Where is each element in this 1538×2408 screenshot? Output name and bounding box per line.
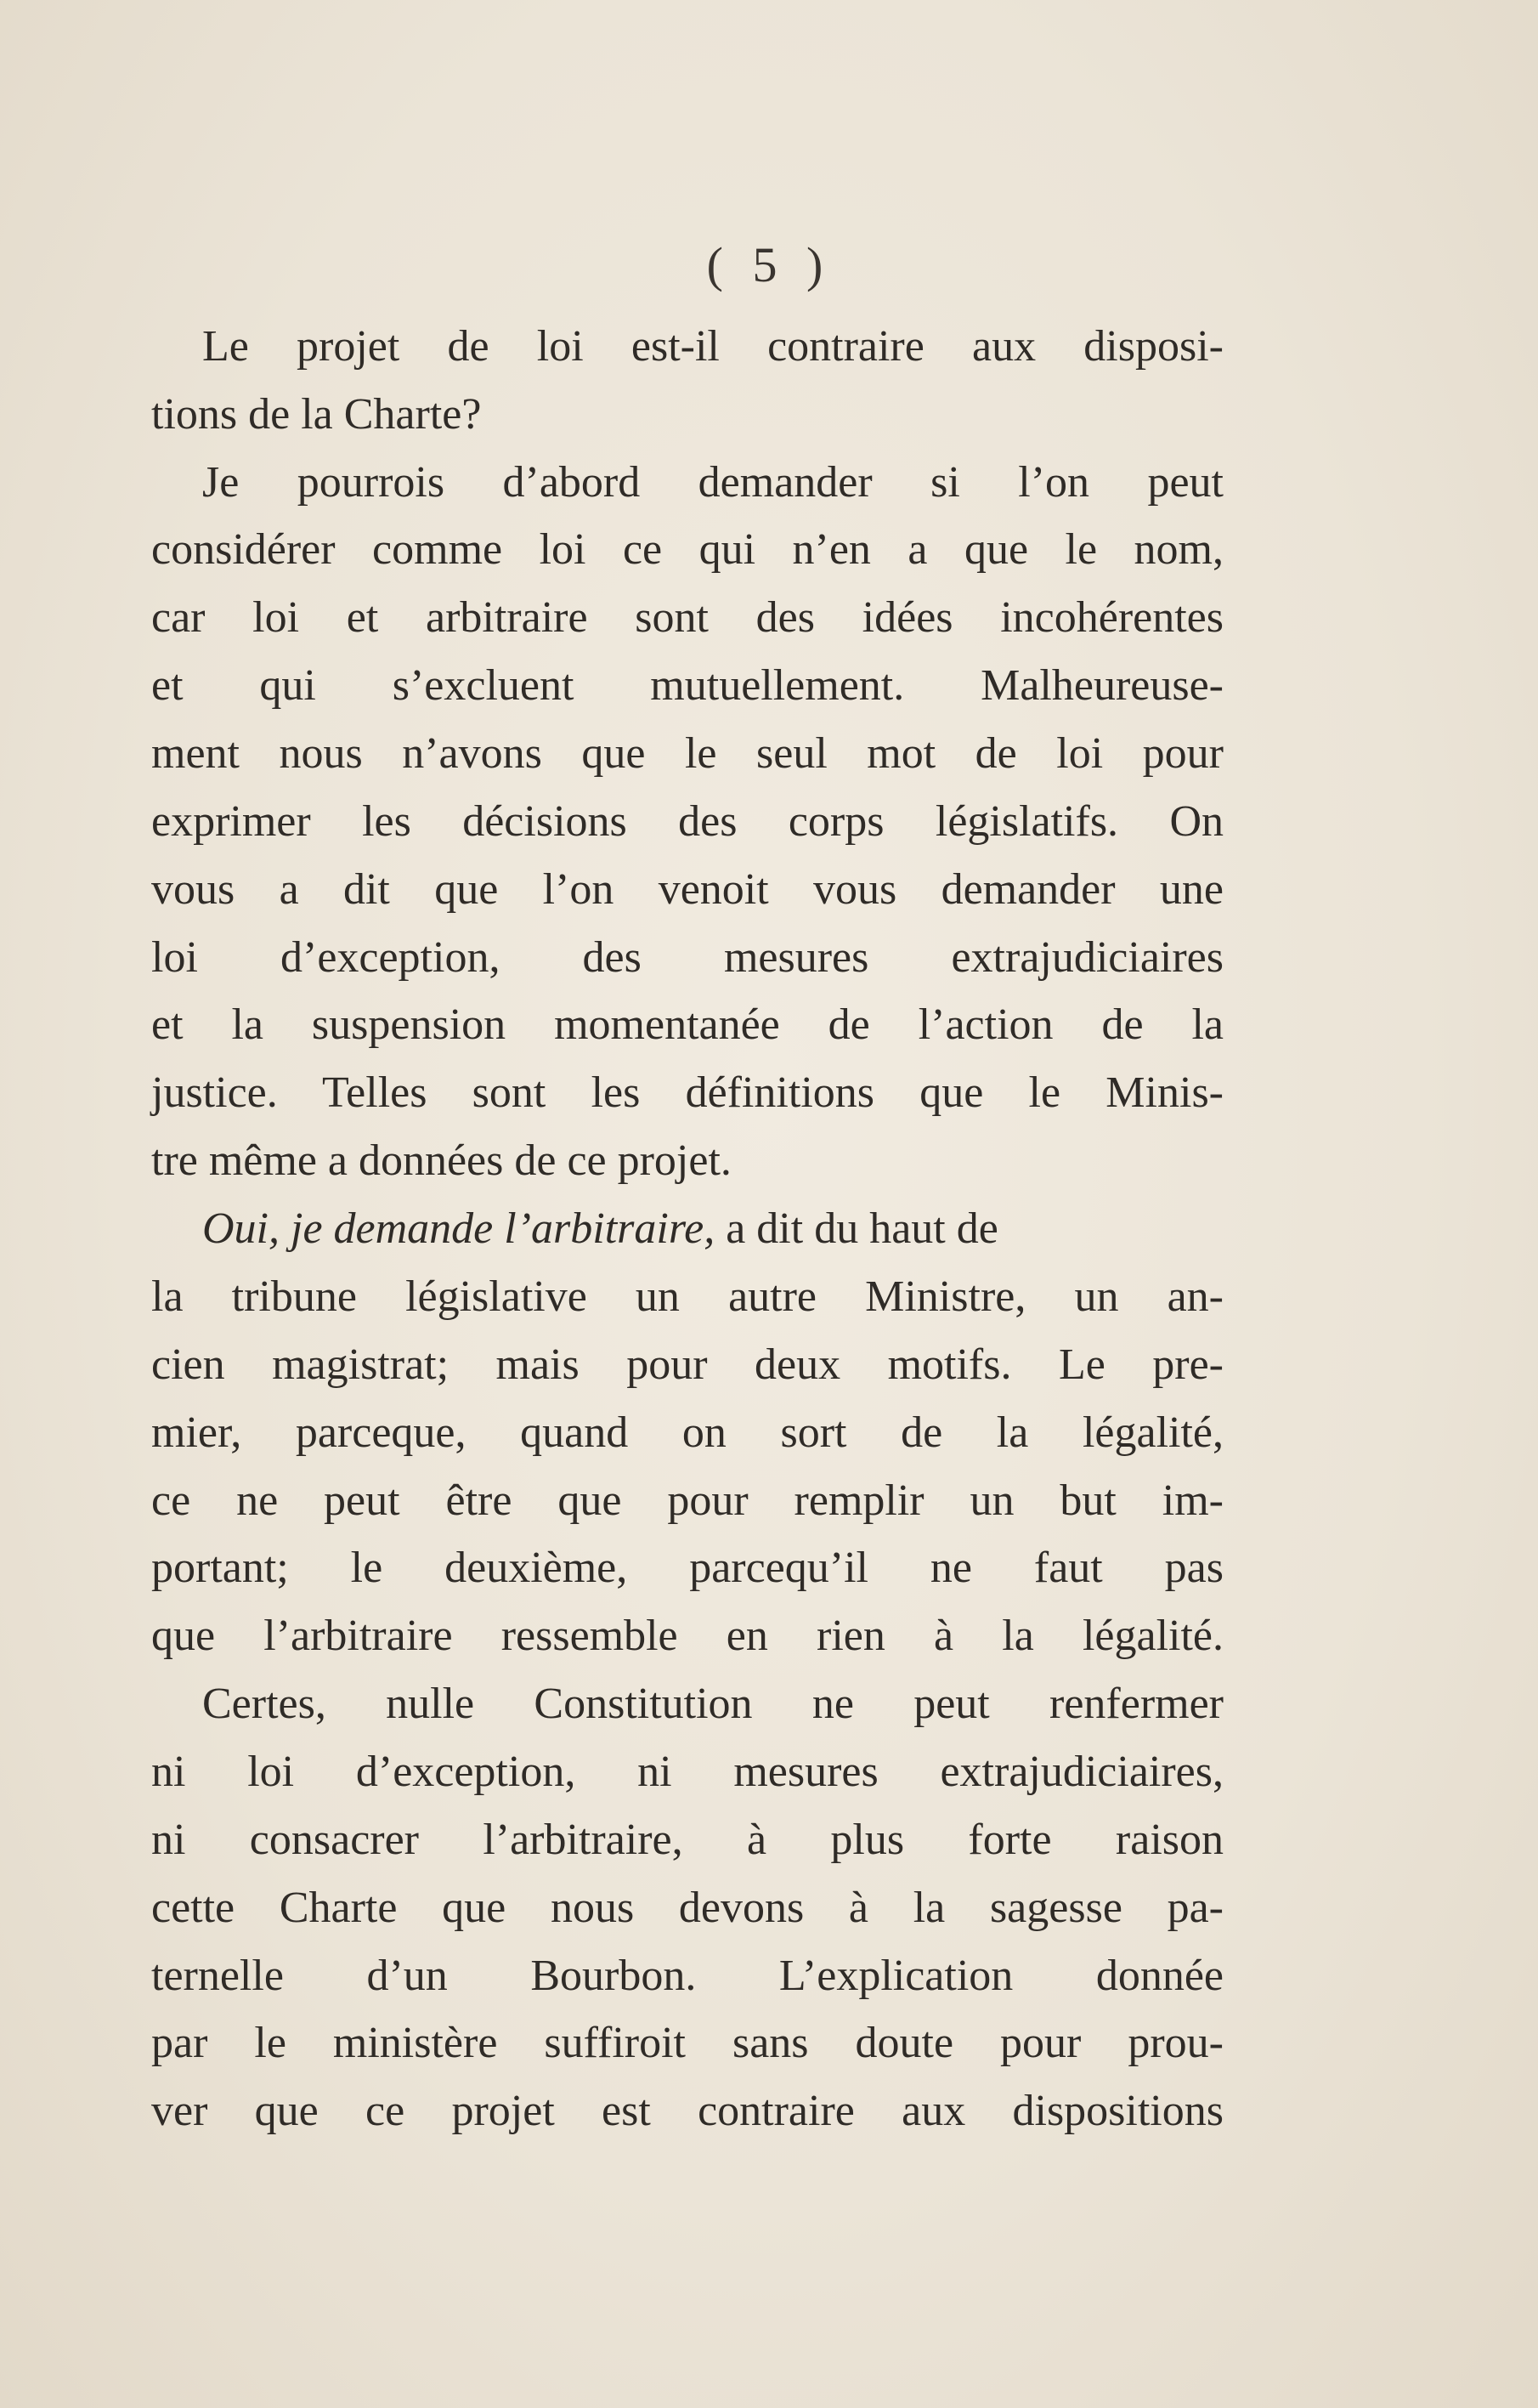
text-line-21: Certes, nulle Constitution ne peut renfermer (202, 1680, 1224, 1728)
text-line-19: portant; le deuxième, parcequ’il ne faut pas (151, 1544, 1224, 1592)
text-line-1: Le projet de loi est-il contraire aux disposi- (202, 322, 1224, 371)
text-line-5: car loi et arbitraire sont des idées incohérentes (151, 593, 1224, 642)
text-line-4: considérer comme loi ce qui n’en a que le nom, (151, 525, 1224, 574)
text-line-17: mier, parceque, quand on sort de la légalité, (151, 1408, 1224, 1457)
text-line-8: exprimer les décisions des corps législatifs. On (151, 797, 1224, 846)
text-line-12: justice. Telles sont les définitions que le Minis- (151, 1068, 1224, 1117)
text-line-6: et qui s’excluent mutuellement. Malheureuse- (151, 661, 1224, 710)
page-number: ( 5 ) (706, 237, 832, 292)
italic-quote: Oui, je demande l’arbitraire, (202, 1204, 715, 1253)
text-line-15: la tribune législative un autre Ministre, un an- (151, 1272, 1224, 1321)
text-line-9: vous a dit que l’on venoit vous demander une (151, 865, 1224, 914)
text-line-14 (202, 1204, 1224, 1255)
text-line-16: cien magistrat; mais pour deux motifs. Le pre- (151, 1340, 1224, 1389)
text-line-2: tions de la Charte? (151, 390, 482, 439)
text-line-24: cette Charte que nous devons à la sagesse pa- (151, 1884, 1224, 1932)
text-line-22: ni loi d’exception, ni mesures extrajudiciaires, (151, 1748, 1224, 1796)
text-line-14-rest: a dit du haut de (715, 1204, 998, 1253)
text-line-11: et la suspension momentanée de l’action de la (151, 1000, 1224, 1049)
text-line-18: ce ne peut être que pour remplir un but im- (151, 1476, 1224, 1525)
text-line-20: que l’arbitraire ressemble en rien à la légalité. (151, 1612, 1224, 1660)
text-line-13: tre même a données de ce projet. (151, 1136, 732, 1185)
text-line-3: Je pourrois d’abord demander si l’on peut (202, 458, 1224, 507)
text-line-10: loi d’exception, des mesures extrajudiciaires (151, 933, 1224, 982)
text-line-25: ternelle d’un Bourbon. L’explication donnée (151, 1952, 1224, 2000)
text-line-27: ver que ce projet est contraire aux dispositions (151, 2087, 1224, 2135)
text-line-7: ment nous n’avons que le seul mot de loi pour (151, 729, 1224, 778)
text-line-26: par le ministère suffiroit sans doute pour prou- (151, 2019, 1224, 2067)
text-line-23: ni consacrer l’arbitraire, à plus forte raison (151, 1816, 1224, 1864)
